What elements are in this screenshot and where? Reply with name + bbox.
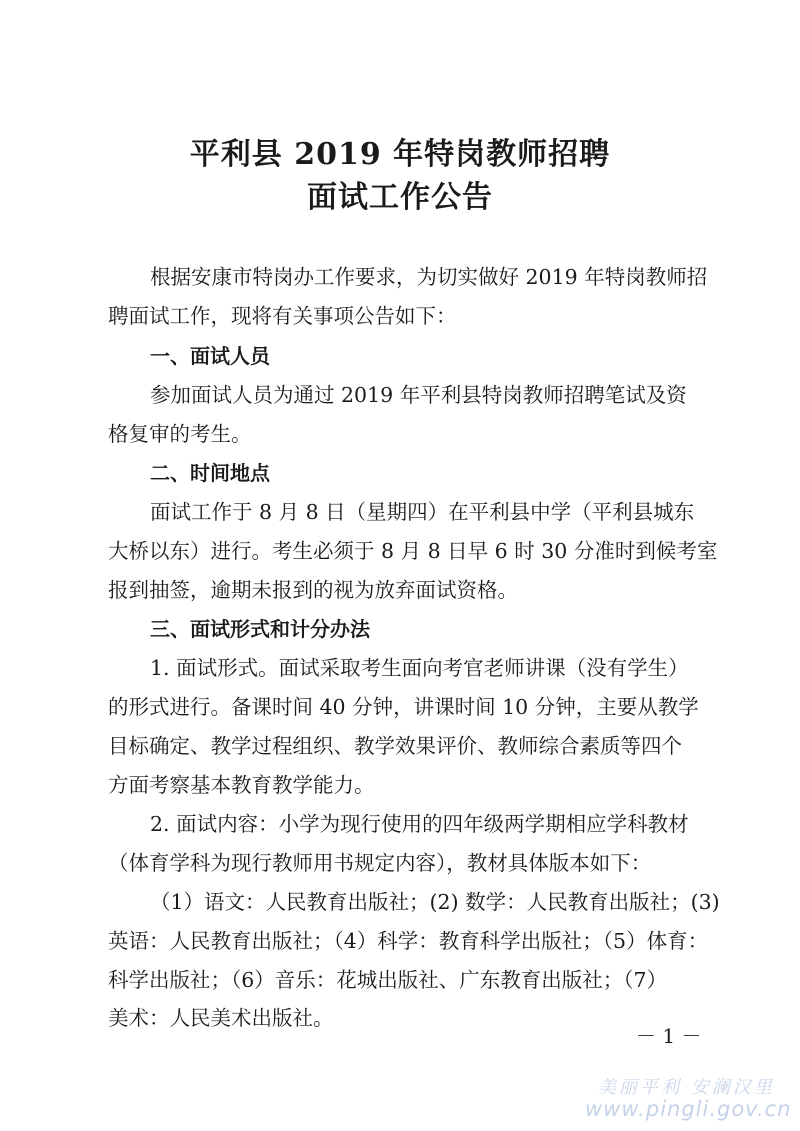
body-line: 美术：人民美术出版社。 xyxy=(108,1006,334,1030)
watermark-slogan: 美丽平利 安澜汉里 xyxy=(598,1077,775,1098)
body-line: 报到抽签，逾期未报到的视为放弃面试资格。 xyxy=(108,578,518,602)
watermark-url: www.pingli.gov.cn xyxy=(585,1097,792,1121)
body-line: 参加面试人员为通过 2019 年平利县特岗教师招聘笔试及资 xyxy=(150,383,687,407)
body-line: 目标确定、教学过程组织、教学效果评价、教师综合素质等四个 xyxy=(108,734,682,758)
document-title-line2: 面试工作公告 xyxy=(307,180,493,215)
body-line: 2. 面试内容：小学为现行使用的四年级两学期相应学科教材 xyxy=(150,812,689,836)
body-line: 面试工作于 8 月 8 日（星期四）在平利县中学（平利县城东 xyxy=(150,500,695,524)
body-line: 根据安康市特岗办工作要求，为切实做好 2019 年特岗教师招 xyxy=(150,265,708,289)
body-line: （1）语文：人民教育出版社；(2) 数学：人民教育出版社；(3) xyxy=(150,890,720,914)
body-line: （体育学科为现行教师用书规定内容），教材具体版本如下： xyxy=(108,851,652,875)
body-line: 大桥以东）进行。考生必须于 8 月 8 日早 6 时 30 分准时到候考室 xyxy=(108,539,718,563)
section-heading-time-place: 二、时间地点 xyxy=(150,461,270,485)
body-line: 英语：人民教育出版社；（4）科学：教育科学出版社；（5）体育： xyxy=(108,929,709,953)
body-line: 的形式进行。备课时间 40 分钟，讲课时间 10 分钟，主要从教学 xyxy=(108,695,699,719)
section-heading-format-scoring: 三、面试形式和计分办法 xyxy=(150,617,370,641)
body-line: 格复审的考生。 xyxy=(108,422,252,446)
document-title-line1: 平利县 2019 年特岗教师招聘 xyxy=(189,137,611,172)
body-line: 方面考察基本教育教学能力。 xyxy=(108,773,375,797)
page-number: － 1 － xyxy=(636,1024,702,1048)
section-heading-personnel: 一、面试人员 xyxy=(150,344,270,368)
body-line: 科学出版社；（6）音乐：花城出版社、广东教育出版社；（7） xyxy=(108,968,668,992)
body-line: 聘面试工作，现将有关事项公告如下： xyxy=(108,304,457,328)
body-line: 1. 面试形式。面试采取考生面向考官老师讲课（没有学生） xyxy=(150,656,689,680)
